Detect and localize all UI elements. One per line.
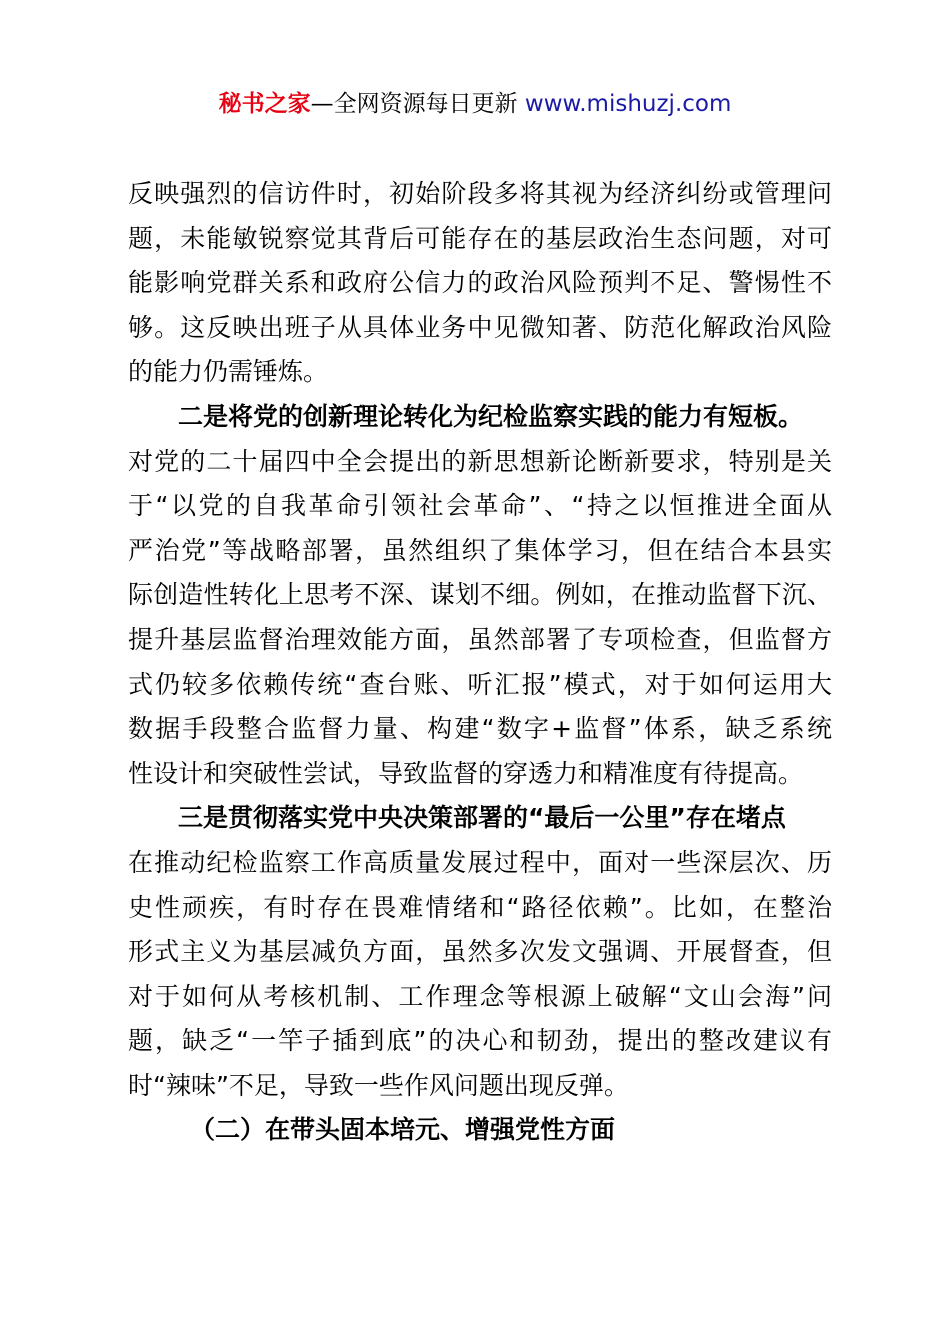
text-line: 提升基层监督治理效能方面，虽然部署了专项检查，但监督方 xyxy=(128,624,832,654)
text-line: 题，未能敏锐察觉其背后可能存在的基层政治生态问题，对可 xyxy=(128,223,832,253)
text-line: 际创造性转化上思考不深、谋划不细。例如，在推动监督下沉、 xyxy=(128,580,832,610)
text-line: 对党的二十届四中全会提出的新思想新论断新要求，特别是关 xyxy=(128,446,832,476)
text-line: 式仍较多依赖传统“查台账、听汇报”模式，对于如何运用大 xyxy=(128,669,832,699)
brand-name: 秘书之家 xyxy=(218,91,311,117)
text-line: 够。这反映出班子从具体业务中见微知著、防范化解政治风险 xyxy=(128,312,832,342)
document-body xyxy=(128,172,832,1153)
section-heading-2: 二是将党的创新理论转化为纪检监察实践的能力有短板。 xyxy=(178,401,804,431)
text-line: 数据手段整合监督力量、构建“数字+监督”体系，缺乏系统 xyxy=(128,714,832,744)
text-line: 反映强烈的信访件时，初始阶段多将其视为经济纠纷或管理问 xyxy=(128,179,832,208)
text-line: 能影响党群关系和政府公信力的政治风险预判不足、警惕性不 xyxy=(128,268,832,298)
site-header xyxy=(0,88,950,120)
text-line: 题，缺乏“一竿子插到底”的决心和韧劲，提出的整改建议有 xyxy=(128,1026,832,1056)
text-line: 严治党”等战略部署，虽然组织了集体学习，但在结合本县实 xyxy=(128,535,832,565)
text-line: 的能力仍需锤炼。 xyxy=(128,357,329,387)
text-line: 于“以党的自我革命引领社会革命”、“持之以恒推进全面从 xyxy=(128,491,832,521)
text-line: 对于如何从考核机制、工作理念等根源上破解“文山会海”问 xyxy=(128,981,832,1011)
section-subheading: （二）在带头固本培元、增强党性方面 xyxy=(190,1115,616,1145)
text-line: 史性顽疾，有时存在畏难情绪和“路径依赖”。比如，在整治 xyxy=(128,892,832,922)
text-line: 时“辣味”不足，导致一些作风问题出现反弹。 xyxy=(128,1070,629,1100)
header-tagline: —全网资源每日更新 xyxy=(310,91,518,117)
text-line: 形式主义为基层减负方面，虽然多次发文强调、开展督查，但 xyxy=(128,937,832,967)
section-heading-3: 三是贯彻落实党中央决策部署的“最后一公里”存在堵点 xyxy=(178,803,786,833)
site-url-link[interactable]: www.mishuzj.com xyxy=(524,91,732,117)
text-line: 性设计和突破性尝试，导致监督的穿透力和精准度有待提高。 xyxy=(128,758,804,788)
text-line: 在推动纪检监察工作高质量发展过程中，面对一些深层次、历 xyxy=(128,847,832,877)
